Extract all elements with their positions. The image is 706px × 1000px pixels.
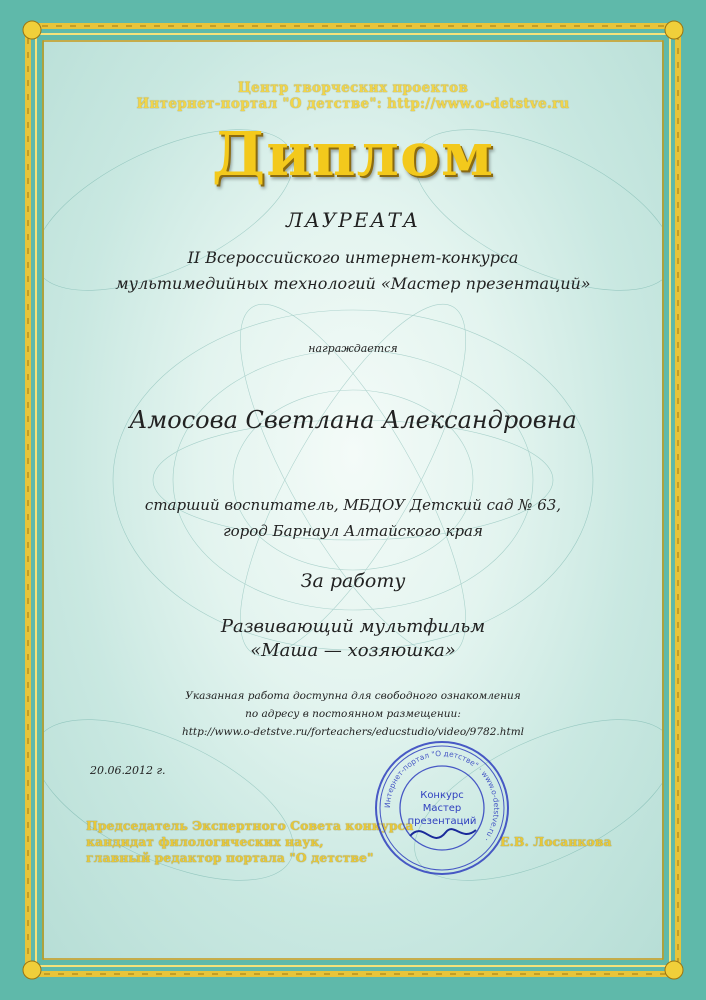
recipient-position-line-2: город Барнаул Алтайского края (223, 522, 483, 540)
recipient-name: Амосова Светлана Александровна (129, 406, 577, 434)
recipient-position-line-1: старший воспитатель, МБДОУ Детский сад № 63, (144, 496, 562, 514)
header-line-1: Центр творческих проектов (237, 80, 469, 96)
footer-line-2: кандидат филологических наук, (86, 834, 324, 849)
contest-line-1: II Всероссийского интернет-конкурса (187, 248, 519, 267)
availability-line-2: по адресу в постоянном размещении: (245, 708, 461, 720)
footer-line-1: Председатель Экспертного Совета конкурса (86, 818, 414, 833)
signature-mark (410, 829, 476, 838)
availability-url: http://www.o-detstve.ru/forteachers/educstudio/video/9782.html (181, 726, 525, 738)
work-title-line-2: «Маша — хозяюшка» (250, 640, 456, 661)
awarded-label: награждается (308, 342, 398, 355)
work-title-line-1: Развивающий мультфильм (220, 616, 486, 637)
contest-line-2: мультимедийных технологий «Мастер презентаций» (115, 274, 591, 293)
issue-date: 20.06.2012 г. (90, 764, 166, 777)
work-label: За работу (300, 570, 406, 592)
footer-signatory: Е.В. Лосанкова (500, 834, 612, 849)
stamp-center-text-3: презентаций (407, 816, 477, 827)
header-line-2: Интернет-портал "О детстве": http://www.o-detstve.ru (136, 96, 570, 112)
stamp-center-text-1: Конкурс (420, 790, 464, 801)
availability-line-1: Указанная работа доступна для свободного ознакомления (185, 690, 521, 702)
stamp-ring-text: Интернет-портал "О детстве" · www.o-detstve.ru · (382, 748, 502, 844)
award-rank: ЛАУРЕАТА (286, 208, 420, 232)
footer-line-3: главный редактор портала "О детстве" (86, 850, 374, 865)
official-stamp (372, 738, 512, 878)
stamp-center-text-2: Мастер (422, 803, 462, 814)
diploma-title: Диплом (211, 120, 495, 190)
